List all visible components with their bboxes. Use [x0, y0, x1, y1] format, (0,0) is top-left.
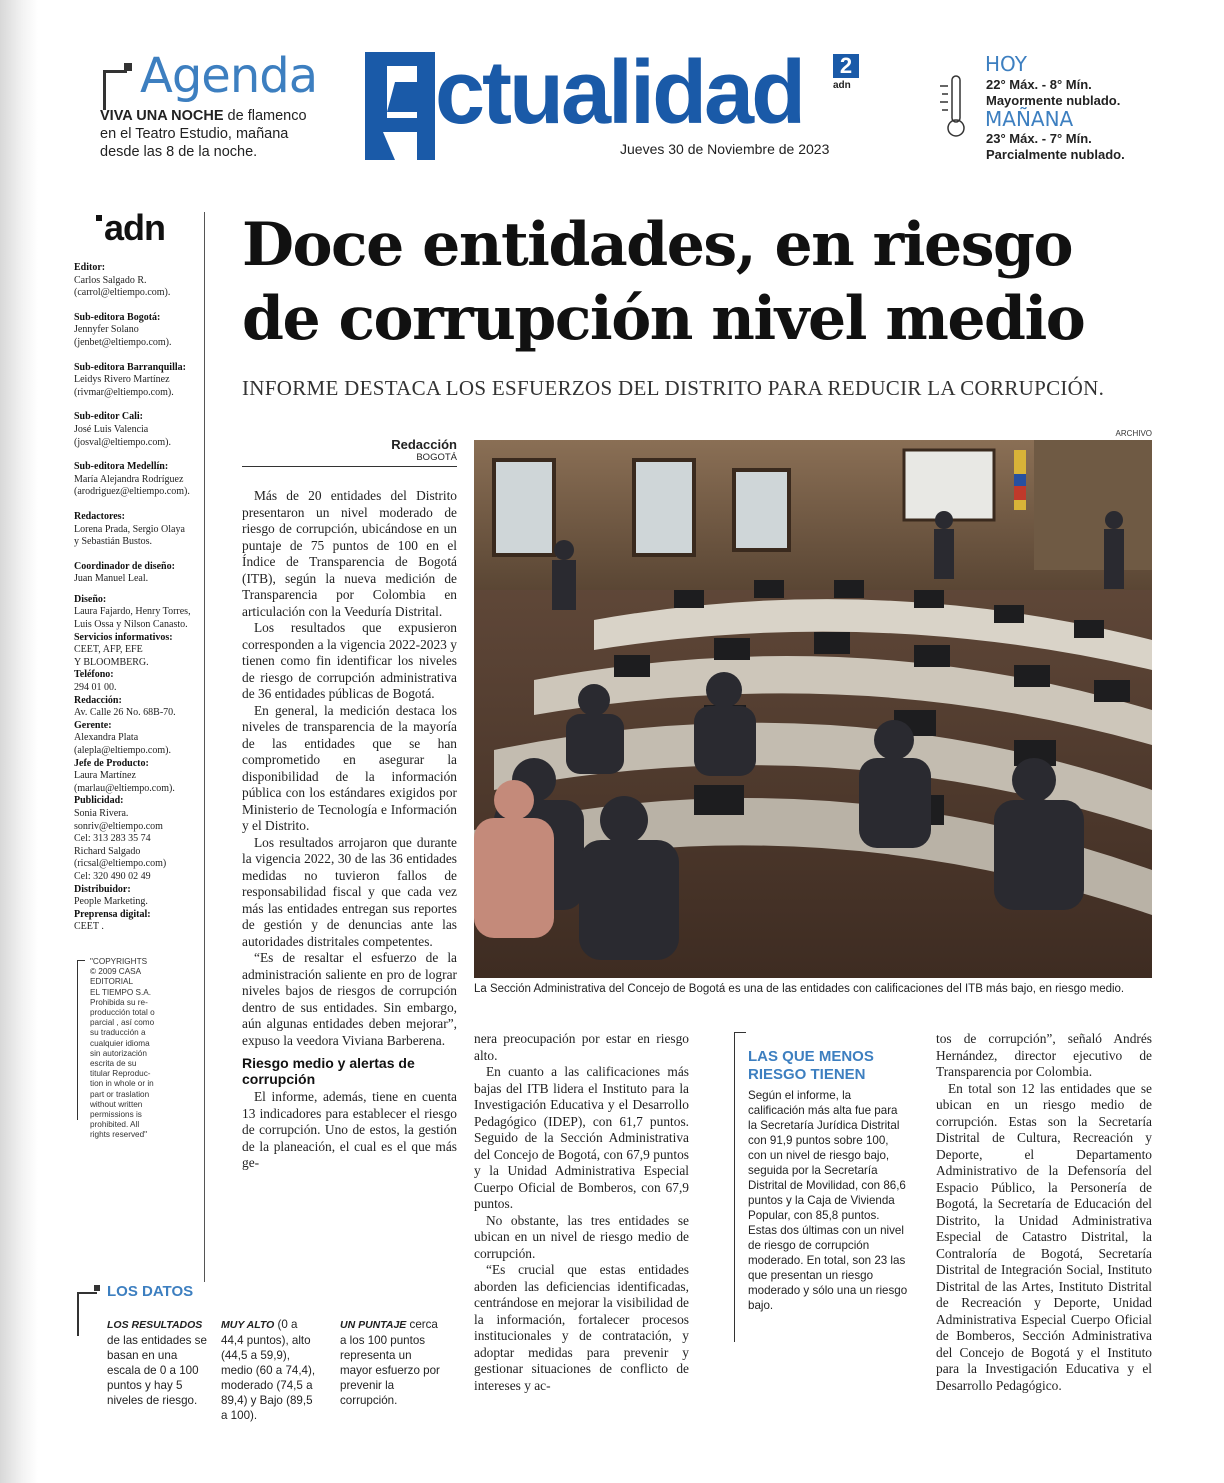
- paragraph: Más de 20 entidades del Distrito presentaron un nivel moderado de riesgo de corrupción, ubicándose en un puntaje de 75 puntos de 100 en el Índice de Transparencia de Bogotá (ITB), según la nueva medición de Transparencia por Colombia en articulación con la Veeduría Distrital.: [242, 488, 457, 619]
- staff-line: CEET .: [74, 921, 104, 933]
- staff-role: Jefe de Producto:: [74, 757, 149, 769]
- byline-name: Redacción: [391, 437, 457, 452]
- staff-role: Servicios informativos:: [74, 631, 173, 643]
- agenda-title: Agenda: [140, 48, 318, 104]
- section-heading: Riesgo medio y alertas de corrupción: [242, 1055, 415, 1087]
- copyright-line: part or traslation: [90, 1089, 150, 1099]
- copyright-line: tion in whole or in: [90, 1079, 154, 1089]
- page-number: 2: [833, 54, 859, 78]
- staff-entry: [74, 461, 204, 499]
- page-fold-shadow: [0, 0, 38, 1483]
- article-column-1: [242, 488, 457, 1172]
- staff-role: Sub-editora Medellín:: [74, 461, 169, 473]
- staff-line: (marlau@eltiempo.com).: [74, 782, 175, 794]
- staff-group-business: [74, 594, 204, 934]
- weather-tomorrow-label: MAÑANA: [985, 107, 1074, 131]
- staff-line: (rivmar@eltiempo.com).: [74, 386, 174, 398]
- article-subhead: INFORME DESTACA LOS ESFUERZOS DEL DISTRITO PARA REDUCIR LA CORRUPCIÓN.: [242, 376, 1105, 400]
- staff-line: (carrol@eltiempo.com).: [74, 287, 171, 299]
- weather-today-desc: Mayormente nublado.: [986, 93, 1121, 108]
- weather-today-temps: 22° Máx. - 8° Mín.: [986, 77, 1092, 92]
- staff-line: (josval@eltiempo.com).: [74, 436, 171, 448]
- staff-entry: [74, 695, 204, 720]
- datos-item: MUY ALTO (0 a 44,4 puntos), alto (44,5 a 59,9), medio (60 a 74,4), moderado (74,5 a 89,4) y Bajo (89,5 a 100).: [221, 1318, 316, 1422]
- staff-entry: [74, 795, 204, 883]
- datos-item: LOS RESULTADOS de las entidades se basan en una escala de 0 a 100 puntos y hay 5 niveles de riesgo.: [107, 1319, 207, 1407]
- byline: [300, 437, 457, 463]
- copyright-line: without written: [90, 1099, 143, 1109]
- staff-list: [74, 262, 204, 934]
- weather-tomorrow-desc: Parcialmente nublado.: [986, 147, 1125, 162]
- staff-entry: [74, 511, 204, 549]
- staff-entry: [74, 262, 204, 300]
- staff-line: Laura Fajardo, Henry Torres,: [74, 606, 191, 618]
- staff-line: Lorena Prada, Sergio Olaya: [74, 523, 185, 535]
- issue-date: Jueves 30 de Noviembre de 2023: [620, 141, 830, 157]
- council-chamber-photo: [474, 440, 1152, 978]
- staff-entry: [74, 720, 204, 758]
- photo-caption: La Sección Administrativa del Concejo de Bogotá es una de las entidades con calificaciones del ITB más bajo, en riesgo medio.: [474, 983, 1125, 995]
- photo-credit: ARCHIVO: [1115, 429, 1152, 438]
- staff-line: Sonia Rivera.: [74, 807, 129, 819]
- adn-logo: adn: [96, 207, 165, 249]
- staff-role: Redactores:: [74, 510, 125, 522]
- copyright-line: prohibited. All: [90, 1120, 140, 1130]
- staff-line: Laura Martínez: [74, 770, 136, 782]
- staff-line: (jenbet@eltiempo.com).: [74, 336, 172, 348]
- staff-line: Cel: 313 283 35 74: [74, 833, 151, 845]
- staff-role: Sub-editor Cali:: [74, 411, 143, 423]
- copyright-line: parcial , así como: [90, 1018, 155, 1028]
- masthead-a-logo: [365, 52, 435, 160]
- copyright-line: producción total o: [90, 1008, 155, 1018]
- article-column-2: [474, 1031, 689, 1394]
- staff-line: Av. Calle 26 No. 68B-70.: [74, 707, 176, 719]
- paragraph: En total son 12 las entidades que se ubican en un riesgo medio de corrupción. Estas son la Secretaría Distrital de Cultura, Recreación y Deporte, el Departamento Administrativo de la Defensoría del Espacio Público, la Personería de Bogotá, la Secretaría de Educación del Distrito, la Unidad Administrativa Especial de Catastro Distrital, la Contraloría de Bogotá, Secretaría Distrital de Integración Social, Instituto Distrital de las Artes, Instituto Distrital de Recreación y Deporte, Unidad Administrativa Especial Cuerpo Oficial de Bomberos, Sección Administrativa del Concejo de Bogotá y el Instituto para la Investigación Educativa y el Desarrollo Pedagógico.: [936, 1080, 1152, 1393]
- staff-entry: [74, 909, 204, 934]
- staff-line: (ricsal@eltiempo.com): [74, 858, 167, 870]
- masthead-title: ctualidad: [435, 43, 804, 143]
- staff-entry: [74, 312, 204, 350]
- staff-role: Teléfono:: [74, 669, 114, 681]
- staff-line: Cel: 320 490 02 49: [74, 870, 151, 882]
- staff-role: Diseño:: [74, 593, 107, 605]
- staff-line: Alexandra Plata: [74, 732, 139, 744]
- staff-role: Sub-editora Barranquilla:: [74, 361, 186, 373]
- staff-line: Y BLOOMBERG.: [74, 656, 149, 668]
- staff-entry: [74, 632, 204, 670]
- paragraph: “Es crucial que estas entidades aborden las deficiencias identificadas, centrándose en mejorar la visibilidad de la información, fortalecer procesos institucionales y de contratación, y adoptar medidas para prevenir y gestionar situaciones de conflicto de intereses y ac-: [474, 1262, 689, 1393]
- staff-line: Juan Manuel Leal.: [74, 573, 149, 585]
- staff-role: Preprensa digital:: [74, 908, 151, 920]
- paragraph: En general, la medición destaca los niveles de transparencia de la mayoría de las entidades que se han comprometido en asegurar la disponibilidad de la información pública con los estándares exigidos por Ministerio de Tecnología e Información y el Distrito.: [242, 702, 457, 833]
- agenda-text: [100, 107, 310, 161]
- article-headline: [242, 208, 1182, 356]
- staff-entry: [74, 594, 204, 632]
- staff-role: Distribuidor:: [74, 883, 131, 895]
- agenda-lead: VIVA UNA NOCHE: [100, 108, 224, 124]
- thermometer-icon: [940, 74, 970, 138]
- staff-line: sonriv@eltiempo.com: [74, 820, 163, 832]
- datos-item: UN PUNTAJE cerca a los 100 puntos representa un mayor esfuerzo por prevenir la corrupción.: [340, 1318, 440, 1407]
- staff-line: Leidys Rivero Martínez: [74, 374, 170, 386]
- weather-today-label: HOY: [985, 52, 1027, 76]
- article-column-4: [936, 1031, 1152, 1394]
- paragraph: En cuanto a las calificaciones más bajas del ITB lidera el Instituto para la Investigación Educativa y el Desarrollo Pedagógico (IDEP), con 61,7 puntos. Seguido de la Sección Administrativa del Concejo de Bogotá, con 67,9 puntos y la Unidad Administrativa Especial Cuerpo Oficial de Bomberos, con 67,9 puntos.: [474, 1064, 689, 1211]
- datos-title: LOS DATOS: [107, 1283, 194, 1300]
- staff-role: Sub-editora Bogotá:: [74, 311, 161, 323]
- byline-rule: [242, 466, 457, 467]
- copyright-line: cualquier idioma: [90, 1038, 150, 1048]
- staff-entry: [74, 758, 204, 796]
- staff-line: (alepla@eltiempo.com).: [74, 745, 171, 756]
- weather-tomorrow-temps: 23° Máx. - 7° Mín.: [986, 131, 1092, 146]
- paragraph: No obstante, las tres entidades se ubican en un nivel de riesgo medio de corrupción.: [474, 1212, 689, 1261]
- staff-role: Gerente:: [74, 719, 112, 731]
- copyright-bracket: [77, 960, 85, 1120]
- staff-line: María Alejandra Rodríguez: [74, 473, 184, 485]
- staff-line: People Marketing.: [74, 896, 148, 908]
- paragraph: Los resultados que expusieron corresponden a la vigencia 2022-2023 y tienen como fin identificar los niveles de riesgo de corrupción administrativa de 36 entidades públicas de Bogotá.: [242, 620, 457, 701]
- sidebar-box-text: Según el informe, la calificación más alta fue para la Secretaría Jurídica Distrital con 91,9 puntos sobre 100, con un nivel de riesgo bajo, seguida por la Secretaría Distrital de Movilidad, con 86,6 puntos y la Caja de Vivienda Popular, con 85,8 puntos. Estas dos últimas con un nivel de riesgo de corrupción moderado. En total, son 23 las que presentan un riesgo moderado y sólo una un riesgo bajo.: [748, 1089, 908, 1312]
- council-chamber-illustration: [474, 440, 1152, 978]
- staff-line: Richard Salgado: [74, 845, 141, 857]
- copyright-line: "COPYRIGHTS: [90, 957, 148, 966]
- staff-line: 294 01 00.: [74, 682, 117, 694]
- staff-line: CEET, AFP, EFE: [74, 644, 143, 656]
- staff-line: Luis Ossa y Nilson Canasto.: [74, 619, 188, 631]
- staff-entry: [74, 362, 204, 400]
- staff-entry: [74, 561, 204, 586]
- paragraph: “Es de resaltar el esfuerzo de la administración saliente en pro de lograr niveles bajos de riesgos de corrupción dentro de sus entidades. Sin embargo, aún algunas entidades deben mejorar”, expuso la veedora Viviana Barberena.: [242, 950, 457, 1048]
- paragraph: tos de corrupción”, señaló Andrés Hernández, director ejecutivo de Transparencia por Colombia.: [936, 1031, 1152, 1079]
- sidebar-box-bracket: [734, 1032, 746, 1342]
- paragraph: nera preocupación por estar en riesgo alto.: [474, 1031, 689, 1063]
- copyright-line: escrita de su: [90, 1059, 137, 1069]
- copyright-notice: [90, 957, 168, 1141]
- copyright-line: Prohibida su re-: [90, 997, 148, 1007]
- copyright-line: su traducción a: [90, 1028, 146, 1038]
- headline-line-1: Doce entidades, en riesgo: [242, 210, 1072, 280]
- copyright-line: © 2009 CASA: [90, 967, 142, 977]
- staff-line: José Luis Valencia: [74, 423, 149, 435]
- page-brand: adn: [833, 80, 851, 91]
- staff-line: y Sebastián Bustos.: [74, 536, 153, 548]
- agenda-dot: [124, 63, 132, 71]
- staff-role: Coordinador de diseño:: [74, 560, 175, 572]
- copyright-line: permissions is: [90, 1110, 142, 1120]
- datos-bracket: [77, 1292, 97, 1336]
- agenda-body: de flamenco en el Teatro Estudio, mañana desde las 8 de la noche.: [100, 108, 307, 160]
- staff-role: Redacción:: [74, 694, 122, 706]
- copyright-line: rights reserved": [90, 1130, 148, 1140]
- copyright-line: EDITORIAL: [90, 977, 134, 987]
- staff-entry: [74, 669, 204, 694]
- staff-role: Publicidad:: [74, 795, 124, 807]
- staff-role: Editor:: [74, 262, 106, 273]
- copyright-line: titular Reproduc-: [90, 1069, 151, 1079]
- copyright-line: sin autorización: [90, 1048, 147, 1058]
- byline-place: BOGOTÁ: [416, 452, 457, 463]
- staff-entry: [74, 884, 204, 909]
- staff-group-editorial: [74, 262, 204, 586]
- paragraph: Los resultados arrojaron que durante la vigencia 2022, 30 de las 36 entidades medidas no tuvieron fallos de responsabilidad fiscal y que cada vez más las entidades entregan sus reportes de gestión y de denuncias ante las autoridades distritales competentes.: [242, 834, 457, 949]
- sidebar-divider: [204, 212, 205, 1282]
- staff-line: Carlos Salgado R.: [74, 274, 147, 286]
- staff-line: (arodriguez@eltiempo.com).: [74, 486, 190, 498]
- copyright-line: EL TIEMPO S.A.: [90, 987, 151, 997]
- agenda-bracket: [103, 70, 127, 110]
- datos-dot: [94, 1285, 100, 1291]
- paragraph: El informe, además, tiene en cuenta 13 indicadores para establecer el riesgo de corrupción. Uno de estos, la gestión de la planeación, el cual es el que más ge-: [242, 1089, 457, 1170]
- headline-line-2: de corrupción nivel medio: [242, 284, 1085, 354]
- staff-entry: [74, 411, 204, 449]
- sidebar-box-title: LAS QUE MENOS RIESGO TIENEN: [748, 1048, 874, 1083]
- staff-line: Jennyfer Solano: [74, 324, 139, 336]
